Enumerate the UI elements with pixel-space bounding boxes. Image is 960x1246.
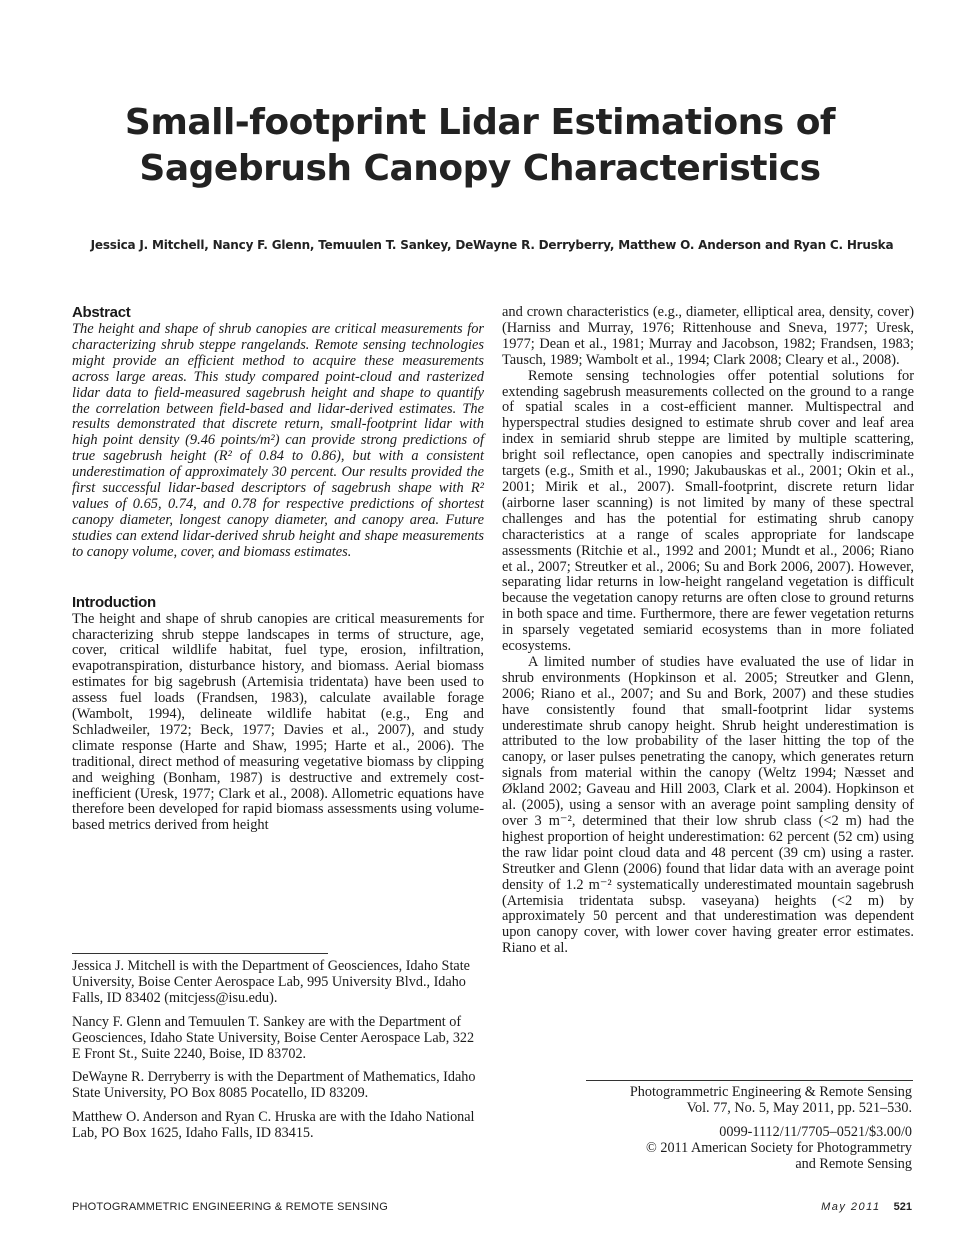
title-line-2: Sagebrush Canopy Characteristics	[139, 148, 821, 189]
introduction-heading: Introduction	[72, 593, 156, 611]
title-line-1: Small-footprint Lidar Estimations of	[124, 102, 836, 143]
citation-copyright-2: and Remote Sensing	[795, 1156, 912, 1172]
author-affiliations	[72, 959, 477, 1150]
citation-journal: Photogrammetric Engineering & Remote Sensing	[629, 1084, 912, 1100]
journal-citation	[560, 1084, 912, 1172]
introduction-paragraph-2: Remote sensing technologies offer potential solutions for extending sagebrush measurements collected on the ground to a range of spatial scales in a cost-efficient manner. Multispectral and hyperspectral studies designed to estimate shrub cover and leaf area index in semiarid shrub steppe are limited by multiple scattering, bright soil reflectance, open canopies and spectrally indiscriminate targets (e.g., Smith et al., 1990; Jakubauskas et al., 2001; Okin et al., 2001; Mirik et al., 2007). Small-footprint, discrete return lidar (airborne laser scanning) is not limited by many of these spectral challenges and has the potential for estimating shrub canopy characteristics at a range of scales appropriate for landscape assessments (Ritchie et al., 1992 and 2001; Mundt et al., 2006; Riano et al., 2007; Streutker et al., 2006; Su and Bork 2006, 2007). However, separating lidar returns in low-height rangeland vegetation is difficult because the vegetation canopy returns are often close to ground returns in both space and time. Furthermore, there are fewer vegetation returns in sparsely vegetated semiarid ecosystems than in more foliated ecosystems.	[502, 367, 914, 655]
citation-code: 0099-1112/11/7705–0521/$3.00/0	[719, 1124, 912, 1140]
affiliation-note-3: DeWayne R. Derryberry is with the Department of Mathematics, Idaho State University, PO Box 8085 Pocatello, ID 83209.	[72, 1069, 476, 1102]
introduction-paragraph-3: A limited number of studies have evaluated the use of lidar in shrub environments (Hopkinson et al. 2005; Streutker and Glenn, 2006; Riano et al., 2007; and Su and Bork, 2007) and these studies have consistently found that small-footprint lidar systems underestimate shrub canopy height. Shrub height underestimation is attributed to the low probability of the laser hitting the top of the canopy, or laser pulses penetrating the canopy, which generates return signals from material within the canopy (Weltz 1994; Næsset and Økland 2002; Gaveau and Hill 2003, Clark et al. 2004). Hopkinson et al. (2005), using a sensor with an average point sampling density of over 3 m⁻², determined that their low shrub class (<2 m) had the highest proportion of height underestimation: 62 percent (52 cm) using the raw lidar point cloud data and 48 percent (39 cm) using a raster. Streutker and Glenn (2006) found that lidar data with an average point density of 1.2 m⁻² systematically underestimated mountain sagebrush (Artemisia tridentata subsp. vaseyana) heights (<2 m) by approximately 50 percent and that underestimation was dependent upon canopy cover, with lower cover having greater error estimates. Riano et al.	[502, 653, 914, 957]
right-column	[502, 305, 914, 957]
introduction-paragraph-1: The height and shape of shrub canopies are critical measurements for characterizing shrub steppe landscapes in terms of structure, age, cover, critical wildlife habitat, fuel type, erosion, infiltration, evapotranspiration, disturbance history, and biomass. Aerial biomass estimates for big sagebrush (Artemisia tridentata) have been used to assess fuel loads (Frandsen, 1983), calculate available forage (Wambolt, 1994), delineate wildlife habitat (e.g., Eng and Schladweiler, 1972; Beck, 1977; Davies et al., 2007), and study climate response (Harte and Shaw, 1995; Harte et al., 2006). The traditional, direct method of measuring vegetative biomass by clipping and weighing (Bonham, 1987) is destructive and extremely cost-inefficient (Uresk, 1977; Clark et al., 2008). Allometric equations have therefore been developed for rapid biomass assessments using volume-based metrics derived from height	[72, 610, 484, 834]
affiliation-note-1: Jessica J. Mitchell is with the Department of Geosciences, Idaho State University, Boise Center Aerospace Lab, 995 University Blvd., Idaho Falls, ID 83402 (mitcjess@isu.edu).	[72, 958, 470, 1006]
footer-journal-name: PHOTOGRAMMETRIC ENGINEERING & REMOTE SENSING	[72, 1201, 389, 1213]
abstract-heading: Abstract	[72, 304, 131, 321]
affiliation-note-4: Matthew O. Anderson and Ryan C. Hruska are with the Idaho National Lab, PO Box 1625, Idaho Falls, ID 83415.	[72, 1109, 475, 1142]
affiliation-note-2: Nancy F. Glenn and Temuulen T. Sankey are with the Department of Geosciences, Idaho State University, Boise Center Aerospace Lab, 322 E Front St., Suite 2240, Boise, ID 83702.	[72, 1013, 475, 1062]
introduction-paragraph-1-continued: and crown characteristics (e.g., diameter, elliptical area, density, cover) (Harniss and Murray, 1976; Rittenhouse and Sneva, 1977; Uresk, 1977; Dean et al., 1981; Murray and Jacobson, 1982; Frandsen, 1983; Tausch, 1989; Wambolt et al., 1994; Clark 2008; Cleary et al., 2008).	[502, 304, 914, 368]
page-number: 521	[893, 1201, 912, 1213]
citation-copyright-1: © 2011 American Society for Photogrammetry	[646, 1140, 912, 1156]
footer-page-info	[821, 1201, 912, 1213]
footer-date: May 2011	[821, 1201, 881, 1213]
author-list: Jessica J. Mitchell, Nancy F. Glenn, Temuulen T. Sankey, DeWayne R. Derryberry, Matthew O. Anderson and Ryan C. Hruska	[90, 238, 894, 252]
paper-title	[60, 100, 900, 192]
abstract-text: The height and shape of shrub canopies are critical measurements for characterizing shrub steppe rangelands. Remote sensing technologies might provide an efficient method to acquire these measurements across large areas. This study compared point-cloud and rasterized lidar data to field-measured sagebrush height and shape to quantify the correlation between field-based and lidar-derived estimates. The results demonstrated that discrete return, small-footprint lidar with high point density (9.46 points/m²) can provide strong predictions of true sagebrush height (R² of 0.84 to 0.86), but with a consistent underestimation of approximately 30 percent. Our results provided the first successful lidar-based descriptors of sagebrush shape with R² values of 0.65, 0.74, and 0.78 for respective predictions of shortest canopy diameter, longest canopy diameter, and canopy area. Future studies can extend lidar-derived shrub height and shape measurements to canopy volume, cover, and biomass estimates.	[72, 321, 484, 560]
footnote-divider	[72, 953, 328, 954]
citation-divider	[586, 1080, 913, 1081]
citation-volume: Vol. 77, No. 5, May 2011, pp. 521–530.	[686, 1100, 912, 1116]
left-column	[72, 305, 484, 834]
